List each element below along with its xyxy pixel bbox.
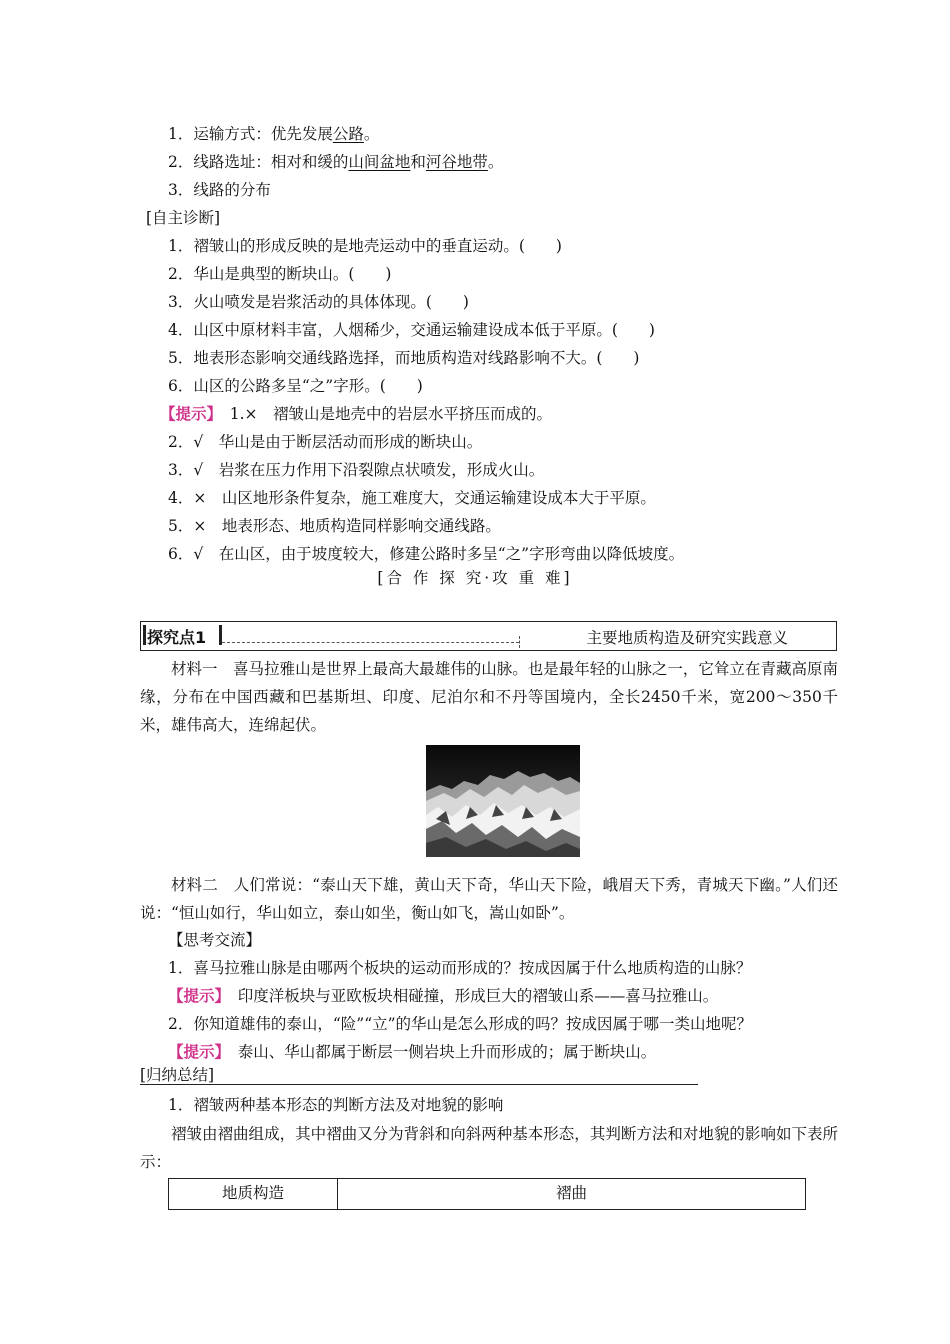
table-header-fold: 褶曲 [338,1179,806,1210]
think-answer-2: 【提示】 泰山、华山都属于断层一侧岩块上升而形成的；属于断块山。 [168,1042,657,1061]
hint-label: 【提示】 [168,986,223,1005]
section-heading: [合 作 探 究·攻 重 难] [377,569,573,587]
diagnosis-item: 4．山区中原材料丰富，人烟稀少，交通运输建设成本低于平原。( ) [168,321,655,339]
diagnosis-item: 6．山区的公路多呈“之”字形。( ) [168,377,423,395]
fold-table [168,1178,806,1210]
hint-line: 2．√ 华山是由于断层活动而形成的断块山。 [168,433,483,451]
hint-line: 【提示】 1.× 褶皱山是地壳中的岩层水平挤压而成的。 [160,404,553,423]
table-header-structure: 地质构造 [169,1179,338,1210]
hint-line: 4．× 山区地形条件复杂，施工难度大，交通运输建设成本大于平原。 [168,489,656,507]
material-one: 材料一 喜马拉雅山是世界上最高大最雄伟的山脉。也是最年轻的山脉之一，它耸立在青藏高原南缘，分布在中国西藏和巴基斯坦、印度、尼泊尔和不丹等国境内，全长2450千米，宽200～350千米，雄伟高大，连绵起伏。 [140,660,838,734]
think-answer-1: 【提示】 印度洋板块与亚欧板块相碰撞，形成巨大的褶皱山系——喜马拉雅山。 [168,986,719,1005]
summary-rule [140,1084,698,1085]
hint-label: 【提示】 [168,1042,223,1061]
material-two: 材料二 人们常说：“泰山天下雄，黄山天下奇，华山天下险，峨眉天下秀，青城天下幽。”人们还说：“恒山如行，华山如立，泰山如坐，衡山如飞，嵩山如卧”。 [140,876,838,922]
hint-line: 5．× 地表形态、地质构造同样影响交通线路。 [168,517,501,535]
himalaya-photo [426,745,580,857]
explore-dashed-tick [519,636,520,648]
diagnosis-item: 2．华山是典型的断块山。( ) [168,265,392,283]
explore-point-label: 探究点1 [147,628,207,647]
list-item-transport-mode: 1．运输方式：优先发展公路。 [168,125,380,143]
explore-point-title: 主要地质构造及研究实践意义 [586,629,788,647]
explore-dashed-line [222,642,519,643]
summary-paragraph: 褶皱由褶曲组成，其中褶曲又分为背斜和向斜两种基本形态，其判断方法和对地貌的影响如下表所示： [140,1125,838,1171]
diagnosis-item: 5．地表形态影响交通线路选择，而地质构造对线路影响不大。( ) [168,349,640,367]
diagnosis-heading: [自主诊断] [146,209,221,227]
think-question-1: 1．喜马拉雅山脉是由哪两个板块的运动而形成的？按成因属于什么地质构造的山脉？ [168,959,752,977]
list-item-route-distribution: 3．线路的分布 [168,181,271,199]
hint-line: 3．√ 岩浆在压力作用下沿裂隙点状喷发，形成火山。 [168,461,545,479]
diagnosis-item: 3．火山喷发是岩浆活动的具体体现。( ) [168,293,469,311]
hint-line: 6．√ 在山区，由于坡度较大，修建公路时多呈“之”字形弯曲以降低坡度。 [168,545,685,563]
explore-point-box [140,621,837,651]
think-heading: 【思考交流】 [168,931,262,949]
diagnosis-item: 1．褶皱山的形成反映的是地壳运动中的垂直运动。( ) [168,237,562,255]
think-question-2: 2．你知道雄伟的泰山，“险”“立”的华山是怎么形成的吗？按成因属于哪一类山地呢？ [168,1015,753,1033]
explore-bar-left [143,625,146,645]
mountain-image-icon [426,745,580,857]
summary-heading: [归纳总结] [140,1066,215,1084]
table-row [169,1179,806,1210]
list-item-route-selection: 2．线路选址：相对和缓的山间盆地和河谷地带。 [168,153,504,171]
hint-label: 【提示】 [160,404,215,423]
summary-item-1: 1．褶皱两种基本形态的判断方法及对地貌的影响 [168,1096,504,1114]
